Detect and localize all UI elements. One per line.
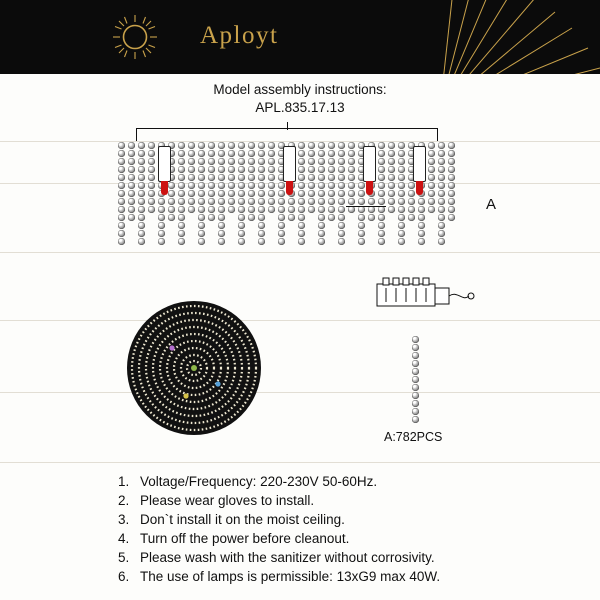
- guide-line: [0, 252, 600, 253]
- crystal-strand: [388, 142, 395, 214]
- chain-bead: [412, 416, 419, 423]
- crystal-strand: [138, 142, 145, 246]
- round-crystal-disc: [126, 300, 262, 436]
- crystal-strand: [128, 142, 135, 222]
- guide-line: [0, 320, 600, 321]
- chain-bead: [412, 408, 419, 415]
- part-count-label: A:782PCS: [384, 430, 443, 444]
- chain-bead: [412, 368, 419, 375]
- crystal-strand: [338, 142, 345, 246]
- chain-bead: [412, 392, 419, 399]
- crystal-strand: [188, 142, 195, 214]
- crystal-strand: [268, 142, 275, 214]
- list-item-text: The use of lamps is permissible: 13xG9 max 40W.: [140, 569, 441, 584]
- crystal-strand-panel: [118, 128, 458, 250]
- crystal-strand: [218, 142, 225, 246]
- crystal-strand: [378, 142, 385, 246]
- crystal-strand: [318, 142, 325, 246]
- g9-lamp: [413, 146, 426, 182]
- crystal-strand: [448, 142, 455, 222]
- crystal-strand: [428, 142, 435, 214]
- callout-label-a: A: [486, 196, 497, 213]
- chain-bead: [412, 344, 419, 351]
- chain-bead: [412, 336, 419, 343]
- instructions-list: [118, 472, 538, 586]
- model-code: APL.835.17.13: [255, 100, 345, 115]
- mount-bracket: [136, 128, 438, 141]
- list-item-text: Please wash with the sanitizer without corrosivity.: [140, 550, 435, 565]
- list-item-number: 3.: [118, 512, 130, 527]
- crystal-strand: [228, 142, 235, 214]
- list-item-number: 4.: [118, 531, 130, 546]
- list-item: [118, 529, 538, 548]
- crystal-strand: [238, 142, 245, 246]
- page-title: Model assembly instructions:: [213, 82, 387, 97]
- brand-name: Aployt: [200, 22, 279, 49]
- guide-line: [0, 392, 600, 393]
- list-item: [118, 548, 538, 567]
- list-item-number: 6.: [118, 569, 130, 584]
- crystal-strand: [298, 142, 305, 246]
- g9-lamp: [158, 146, 171, 182]
- list-item-number: 1.: [118, 474, 130, 489]
- list-item: [118, 491, 538, 510]
- radial-rays-decoration: [420, 0, 600, 74]
- crystal-strand: [198, 142, 205, 246]
- crystal-strand: [438, 142, 445, 246]
- guide-line: [0, 462, 600, 463]
- chain-bead: [412, 360, 419, 367]
- g9-lamp: [283, 146, 296, 182]
- chain-bead: [412, 384, 419, 391]
- crystal-strand: [148, 142, 155, 214]
- terminal-block: [376, 276, 476, 318]
- crystal-strand: [178, 142, 185, 246]
- list-item-text: Please wear gloves to install.: [140, 493, 315, 508]
- chain-bead: [412, 376, 419, 383]
- crystal-strand: [258, 142, 265, 246]
- crystal-strand: [308, 142, 315, 214]
- crystal-chain: [412, 336, 419, 424]
- list-item-text: Turn off the power before cleanout.: [140, 531, 350, 546]
- crystal-strand: [348, 142, 355, 214]
- list-item: [118, 567, 538, 586]
- chain-bead: [412, 400, 419, 407]
- callout-leader-line: [346, 206, 386, 207]
- header-banner: [0, 0, 600, 74]
- list-item: [118, 510, 538, 529]
- crystal-strand: [398, 142, 405, 246]
- chain-bead: [412, 352, 419, 359]
- crystal-strand: [208, 142, 215, 222]
- sunburst-logo-icon: [112, 14, 158, 60]
- list-item: [118, 472, 538, 491]
- crystal-strand: [118, 142, 125, 246]
- crystal-strand: [328, 142, 335, 222]
- list-item-number: 2.: [118, 493, 130, 508]
- crystal-strand: [248, 142, 255, 222]
- g9-lamp: [363, 146, 376, 182]
- list-item-text: Voltage/Frequency: 220-230V 50-60Hz.: [140, 474, 378, 489]
- list-item-text: Don`t install it on the moist ceiling.: [140, 512, 345, 527]
- list-item-number: 5.: [118, 550, 130, 565]
